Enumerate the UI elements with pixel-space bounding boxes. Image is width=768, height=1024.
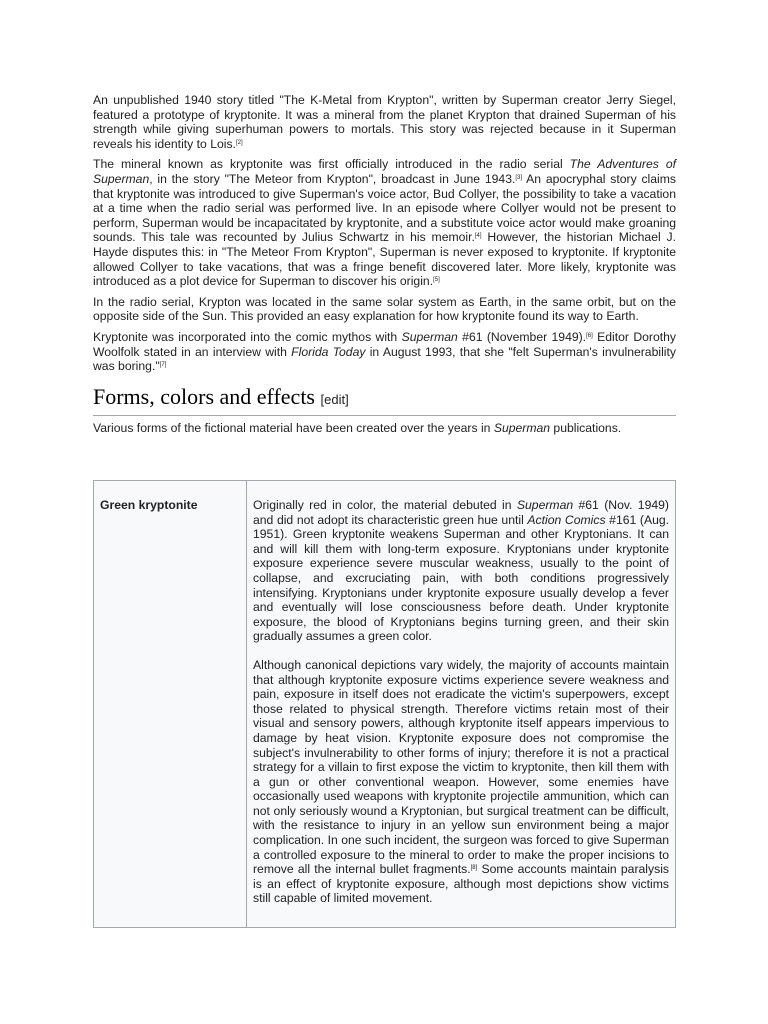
text-run: Kryptonite was incorporated into the comic mythos with	[93, 329, 402, 344]
text-run: However, the historian Michael J. Hayde disputes this: in "The Meteor From Krypton", Superman is never exposed to kryptonite. If kryptonite allowed Collyer to take vacations, that was a fringe benefit discovered later. More likely, kryptonite was introduced as a plot device for Superman to discover his origin.	[93, 230, 677, 289]
forms-table	[93, 480, 676, 928]
article-body	[93, 93, 676, 435]
italic-title: Action Comics	[527, 512, 606, 527]
form-description-cell	[247, 481, 676, 928]
text-run: An unpublished 1940 story titled "The K-Metal from Krypton", written by Superman creator Jerry Siegel, featured a prototype of kryptonite. It was a mineral from the planet Krypton that drained Superman of his strength while giving superhuman powers to mortals. This story was rejected because in it Superman reveals his identity to Lois.	[93, 93, 676, 151]
text-run: , in the story "The Meteor from Krypton", broadcast in June 1943.	[149, 171, 516, 186]
citation-link[interactable]: [3]	[515, 174, 523, 181]
paragraph-radio-introduction	[93, 157, 676, 288]
paragraph-comic-mythos	[93, 330, 676, 374]
text-run: Originally red in color, the material debuted in	[253, 498, 517, 512]
citation-link[interactable]: [7]	[159, 362, 167, 369]
italic-title: Superman	[516, 498, 574, 512]
citation-link[interactable]: [6]	[586, 332, 593, 339]
text-run: Although canonical depictions vary widely, the majority of accounts maintain that although kryptonite exposure victims experience severe weakness and pain, exposure in itself does not eradicate the victim's superpowers, except those related to physical strength. Therefore victims retain most of their visual and sensory powers, although kryptonite itself appears impervious to damage by heat vision. Kryptonite exposure does not compromise the subject's invulnerability to other forms of injury; therefore it is not a practical strategy for a villain to first expose the victim to kryptonite, then kill them with a gun or other conventional weapon. However, some enemies have occasionally used weapons with kryptonite projectile ammunition, which can not only seriously wound a Kryptonian, but surgical treatment can be difficult, with the resistance to injury in an yellow sun environment being a major complication. In one such incident, the surgeon was forced to give Superman a controlled exposure to the mineral to order to make the proper incisions to remove all the internal bullet fragments.	[253, 657, 669, 877]
citation-link[interactable]: [4]	[474, 233, 482, 240]
citation-link[interactable]: [2]	[235, 139, 243, 146]
text-run: #161 (Aug. 1951). Green kryptonite weakens Superman and other Kryptonians. It can and will kill them with long-term exposure. Kryptonians under kryptonite exposure experience severe muscular weakness, usually to the point of collapse, and excruciating pain, with both conditions progressively intensifying. Kryptonians under kryptonite exposure usually develop a fever and eventually will lose consciousness before death. Under kryptonite exposure, the blood of Kryptonians begins turning green, and their skin gradually assumes a green color.	[253, 512, 670, 644]
description-paragraph	[253, 658, 669, 906]
description-paragraph	[253, 498, 669, 644]
italic-title: Superman	[493, 420, 551, 435]
edit-link[interactable]: [edit]	[320, 391, 349, 407]
italic-title: Florida Today	[291, 344, 366, 359]
italic-title: Superman	[401, 329, 458, 344]
section-intro	[93, 421, 676, 436]
text-run: Some accounts maintain paralysis is an effect of kryptonite exposure, although most depictions show victims still capable of limited movement.	[253, 862, 669, 906]
paragraph-k-metal	[93, 93, 676, 151]
paragraph-radio-serial	[93, 295, 676, 324]
text-run: Editor Dorothy Woolfolk stated in an interview with	[93, 329, 676, 359]
citation-link[interactable]: [5]	[433, 277, 440, 284]
citation-link[interactable]: [8]	[470, 865, 478, 872]
form-name-cell: Green kryptonite	[94, 481, 247, 928]
text-run: Various forms of the fictional material have been created over the years in	[93, 420, 494, 435]
text-run: In the radio serial, Krypton was located in the same solar system as Earth, in the same orbit, but on the opposite side of the Sun. This provided an easy explanation for how kryptonite found its way to Earth.	[93, 294, 676, 324]
text-run: publications.	[550, 420, 622, 435]
italic-title: The Adventures of Superman	[93, 157, 676, 186]
text-run: The mineral known as kryptonite was first officially introduced in the radio serial	[93, 157, 570, 172]
text-run: An apocryphal story claims that kryptonite was introduced to give Superman's voice actor, Bud Collyer, the possibility to take a vacation at a time when the radio serial was performed live. In an episode where Collyer would not be present to perform, Superman would be incapacitated by kryptonite, and a substitute voice actor would make groaning sounds. This tale was recounted by Julius Schwartz in his memoir.	[93, 171, 676, 245]
text-run: in August 1993, that she "felt Superman's invulnerability was boring."	[93, 344, 676, 374]
section-heading	[93, 384, 676, 416]
table-row	[94, 481, 676, 928]
text-run: #61 (Nov. 1949) and did not adopt its characteristic green hue until	[253, 498, 669, 527]
section-title: Forms, colors and effects	[93, 383, 315, 409]
text-run: #61 (November 1949).	[457, 329, 587, 344]
